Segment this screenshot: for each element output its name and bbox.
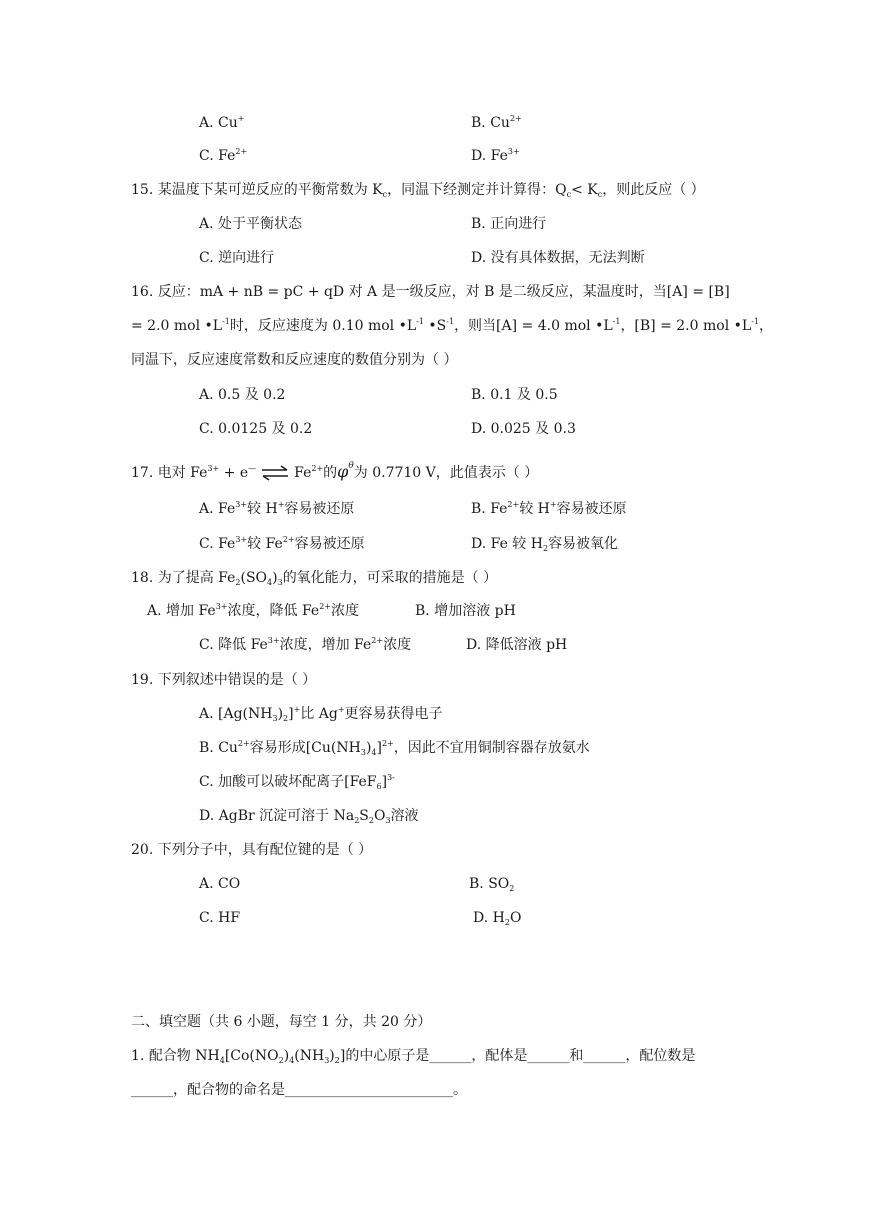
q17-b-sup: + bbox=[549, 500, 557, 509]
q20-d-part: O bbox=[509, 910, 522, 926]
q17-number: 17. bbox=[131, 465, 154, 481]
q19-c-sup: 3- bbox=[387, 773, 395, 782]
q17-option-a bbox=[199, 499, 354, 519]
q18-stem-part: ) bbox=[272, 570, 278, 586]
q16-line2-part: ， bbox=[758, 318, 773, 334]
q19-a-sub: 3 bbox=[272, 714, 278, 723]
q18-number: 18. bbox=[131, 570, 154, 586]
q15-option-c: C. 逆向进行 bbox=[199, 250, 275, 266]
q16-line2-part: 时，反应速度为 0.10 mol •L bbox=[229, 318, 417, 334]
q19-d-sub: 2 bbox=[354, 816, 360, 825]
q17-sup: 3+ bbox=[207, 464, 220, 473]
q19-b-part: ) bbox=[365, 740, 372, 756]
q19-a-sup: + bbox=[293, 705, 301, 714]
q19-option-c bbox=[199, 772, 395, 792]
q19-b-part: ，因此不宜用铜制容器存放氨水 bbox=[393, 740, 590, 756]
q18-a-part: A. 增加 Fe bbox=[147, 603, 216, 619]
q16-option-a: A. 0.5 及 0.2 bbox=[199, 387, 286, 403]
fill1-sub: 4 bbox=[289, 1056, 295, 1065]
q19-stem-text: 下列叙述中错误的是（ ） bbox=[157, 672, 317, 688]
q18-a-part: 浓度，降低 Fe bbox=[227, 603, 320, 619]
q18-a-sup: 2+ bbox=[319, 602, 331, 611]
q15-option-a: A. 处于平衡状态 bbox=[199, 216, 303, 232]
q19-a-part: A. [Ag(NH bbox=[199, 706, 273, 722]
q14-option-b bbox=[471, 113, 522, 133]
q19-number: 19. bbox=[131, 672, 154, 688]
q19-stem bbox=[131, 670, 316, 690]
q16-stem-line2 bbox=[131, 316, 773, 336]
q20-d-sub: 2 bbox=[504, 918, 510, 927]
q15-sub: c bbox=[382, 190, 388, 199]
q18-c-part: 浓度 bbox=[383, 637, 412, 653]
q19-b-part: 容易形成[Cu(NH bbox=[249, 740, 361, 756]
q17-sup: — bbox=[248, 464, 257, 473]
q15-option-d: D. 没有具体数据，无法判断 bbox=[471, 250, 645, 266]
q17-c-part: 较 Fe bbox=[247, 536, 283, 552]
q19-a-part: ] bbox=[288, 706, 294, 722]
q19-b-part: ] bbox=[376, 740, 382, 756]
fill1-sub: 2 bbox=[278, 1056, 284, 1065]
q15-stem bbox=[131, 180, 705, 200]
q14-option-c-text: Fe bbox=[218, 148, 236, 164]
q19-b-sup: 2+ bbox=[237, 739, 250, 748]
fill1-line1 bbox=[131, 1046, 695, 1066]
q14-option-a-label: A. bbox=[199, 115, 214, 131]
q16-option-d: D. 0.025 及 0.3 bbox=[471, 421, 576, 437]
q17-stem-part: 电对 Fe bbox=[157, 465, 208, 481]
q16-option-c: C. 0.0125 及 0.2 bbox=[199, 421, 313, 437]
q19-d-sub: 2 bbox=[368, 816, 374, 825]
q17-c-part: C. Fe bbox=[199, 536, 236, 552]
q15-stem-part: ，则此反应（ ） bbox=[602, 182, 705, 198]
q19-c-part: C. 加酸可以破坏配离子[FeF bbox=[199, 774, 377, 790]
q17-stem-part: + e bbox=[219, 465, 249, 481]
q14-option-a bbox=[199, 113, 244, 133]
q14-option-b-sup: 2+ bbox=[509, 114, 522, 123]
q17-a-part: A. Fe bbox=[199, 501, 236, 517]
q19-d-part: 溶液 bbox=[390, 808, 419, 824]
q20-d-part: D. H bbox=[473, 910, 505, 926]
q15-number: 15. bbox=[131, 182, 154, 198]
q14-option-d-sup: 3+ bbox=[507, 147, 520, 156]
q18-sub: 3 bbox=[277, 578, 283, 587]
q16-line2-part: = 2.0 mol •L bbox=[131, 318, 223, 334]
q17-b-part: B. Fe bbox=[471, 501, 508, 517]
q17-stem-part: 的 bbox=[323, 465, 338, 481]
q17-sup: 2+ bbox=[311, 464, 324, 473]
fill1-part: ]的中心原子是______，配体是______和______，配位数是 bbox=[339, 1048, 696, 1064]
q14-option-d bbox=[471, 146, 520, 166]
q18-stem bbox=[131, 568, 497, 588]
q18-stem-part: (SO bbox=[240, 570, 268, 586]
q16-sup: -1 bbox=[612, 317, 621, 326]
q16-option-b: B. 0.1 及 0.5 bbox=[471, 387, 558, 403]
q18-c-sup: 3+ bbox=[267, 636, 280, 645]
q16-line2-part: ，[B] = 2.0 mol •L bbox=[620, 318, 752, 334]
q16-number: 16. bbox=[131, 284, 154, 300]
q18-a-sup: 3+ bbox=[215, 602, 228, 611]
q17-a-sup: 3+ bbox=[235, 500, 248, 509]
fill1-sub: 4 bbox=[219, 1056, 225, 1065]
q19-option-a bbox=[199, 704, 443, 724]
q20-option-c: C. HF bbox=[199, 910, 241, 926]
q18-sub: 2 bbox=[235, 578, 241, 587]
q17-a-part: 容易被还原 bbox=[284, 501, 355, 517]
q20-b-sub: 2 bbox=[509, 884, 515, 893]
q18-option-b: B. 增加溶液 pH bbox=[415, 603, 516, 619]
q20-b-part: B. SO bbox=[469, 876, 510, 892]
q14-option-c-sup: 2+ bbox=[235, 147, 248, 156]
phi-letter: φ bbox=[337, 462, 349, 481]
q20-stem bbox=[131, 840, 372, 860]
q20-stem-text: 下列分子中，具有配位键的是（ ） bbox=[157, 842, 373, 858]
q14-option-d-label: D. bbox=[471, 148, 487, 164]
q19-d-sub: 3 bbox=[385, 816, 391, 825]
q20-option-d bbox=[473, 908, 521, 928]
q19-a-part: 比 Ag bbox=[300, 706, 338, 722]
q14-option-d-text: Fe bbox=[490, 148, 508, 164]
phi-symbol bbox=[337, 462, 354, 481]
q17-d-part: 容易被氧化 bbox=[548, 536, 619, 552]
fill1-part: 配合物 NH bbox=[148, 1048, 220, 1064]
q19-d-part: S bbox=[359, 808, 369, 824]
q16-line1-text: 反应：mA + nB = pC + qD 对 A 是一级反应，对 B 是二级反应，某温度时，当[A] = [B] bbox=[157, 284, 730, 300]
q17-a-part: 较 H bbox=[247, 501, 278, 517]
q15-stem-part: ，同温下经测定并计算得：Q bbox=[387, 182, 567, 198]
q17-a-sup: + bbox=[277, 500, 285, 509]
q17-option-b bbox=[471, 499, 627, 519]
q17-d-sub: 2 bbox=[542, 544, 549, 553]
fill1-sub: 2 bbox=[334, 1056, 340, 1065]
q16-line2-part: •S bbox=[423, 318, 447, 334]
q19-a-part: 更容易获得电子 bbox=[344, 706, 443, 722]
q18-option-a bbox=[147, 601, 359, 621]
q19-option-b bbox=[199, 738, 590, 758]
q17-c-sup: 2+ bbox=[282, 535, 295, 544]
q19-a-sup: + bbox=[337, 705, 345, 714]
q18-stem-part: 的氧化能力，可采取的措施是（ ） bbox=[282, 570, 498, 586]
q20-option-b bbox=[469, 874, 514, 894]
q14-option-b-label: B. bbox=[471, 115, 486, 131]
q16-line2-part: ，则当[A] = 4.0 mol •L bbox=[454, 318, 613, 334]
q17-option-d bbox=[471, 534, 618, 554]
q19-a-sub: 2 bbox=[283, 714, 289, 723]
q16-stem-line1 bbox=[131, 282, 730, 302]
q19-b-sup: 2+ bbox=[381, 739, 394, 748]
q15-sub: c bbox=[566, 190, 572, 199]
phi-theta-sup: θ bbox=[348, 461, 354, 471]
q17-b-part: 较 H bbox=[519, 501, 550, 517]
q14-option-c bbox=[199, 146, 247, 166]
q17-b-sup: 2+ bbox=[507, 500, 520, 509]
fill1-part: (NH bbox=[294, 1048, 325, 1064]
q19-d-part: O bbox=[373, 808, 386, 824]
q18-c-part: 浓度，增加 Fe bbox=[279, 637, 372, 653]
q17-stem-part: Fe bbox=[294, 465, 312, 481]
q16-sup: -1 bbox=[446, 317, 455, 326]
q17-d-part: D. Fe 较 H bbox=[471, 536, 543, 552]
fill1-part: ) bbox=[329, 1048, 335, 1064]
q16-sup: -1 bbox=[416, 317, 424, 326]
equilibrium-arrow-icon bbox=[260, 465, 290, 481]
q19-b-sub: 3 bbox=[360, 748, 366, 757]
q14-option-a-sup: + bbox=[237, 114, 245, 123]
q17-stem bbox=[131, 462, 538, 483]
q18-option-d: D. 降低溶液 pH bbox=[466, 637, 568, 653]
q18-sub: 4 bbox=[267, 578, 273, 587]
fill1-number: 1. bbox=[131, 1048, 145, 1064]
q19-option-d bbox=[199, 806, 419, 826]
q19-d-part: D. AgBr 沉淀可溶于 Na bbox=[199, 808, 355, 824]
q18-c-part: C. 降低 Fe bbox=[199, 637, 268, 653]
q19-c-sub: 6 bbox=[376, 782, 382, 791]
q15-stem-part: < K bbox=[571, 182, 598, 198]
q19-a-part: ) bbox=[277, 706, 284, 722]
q16-stem-line3: 同温下，反应速度常数和反应速度的数值分别为（ ） bbox=[131, 352, 458, 368]
fill1-part: [Co(NO bbox=[224, 1048, 279, 1064]
fill1-part: ) bbox=[283, 1048, 290, 1064]
q15-stem-part: 某温度下某可逆反应的平衡常数为 K bbox=[157, 182, 383, 198]
q19-c-part: ] bbox=[381, 774, 388, 790]
q17-c-sup: 3+ bbox=[235, 535, 248, 544]
q17-option-c bbox=[199, 534, 365, 554]
q18-stem-part: 为了提高 Fe bbox=[157, 570, 236, 586]
q20-option-a: A. CO bbox=[199, 876, 241, 892]
fill1-sub: 3 bbox=[324, 1056, 330, 1065]
q17-c-part: 容易被还原 bbox=[294, 536, 365, 552]
q14-option-b-text: Cu bbox=[490, 115, 510, 131]
q18-option-c bbox=[199, 635, 411, 655]
q17-b-part: 容易被还原 bbox=[556, 501, 627, 517]
q17-stem-part: 为 0.7710 V，此值表示（ ） bbox=[353, 465, 539, 481]
q15-option-b: B. 正向进行 bbox=[471, 216, 547, 232]
q18-a-part: 浓度 bbox=[330, 603, 359, 619]
q20-number: 20. bbox=[131, 842, 154, 858]
section2-heading: 二、填空题（共 6 小题，每空 1 分，共 20 分） bbox=[131, 1014, 432, 1030]
q16-sup: -1 bbox=[751, 317, 759, 326]
q19-b-part: B. Cu bbox=[199, 740, 238, 756]
fill1-line2: ______，配合物的命名是________________________。 bbox=[131, 1082, 467, 1098]
q14-option-a-text: Cu bbox=[218, 115, 238, 131]
q14-option-c-label: C. bbox=[199, 148, 214, 164]
q15-sub: c bbox=[597, 190, 603, 199]
q19-b-sub: 4 bbox=[371, 748, 377, 757]
q18-c-sup: 2+ bbox=[371, 636, 384, 645]
q16-sup: -1 bbox=[222, 317, 230, 326]
